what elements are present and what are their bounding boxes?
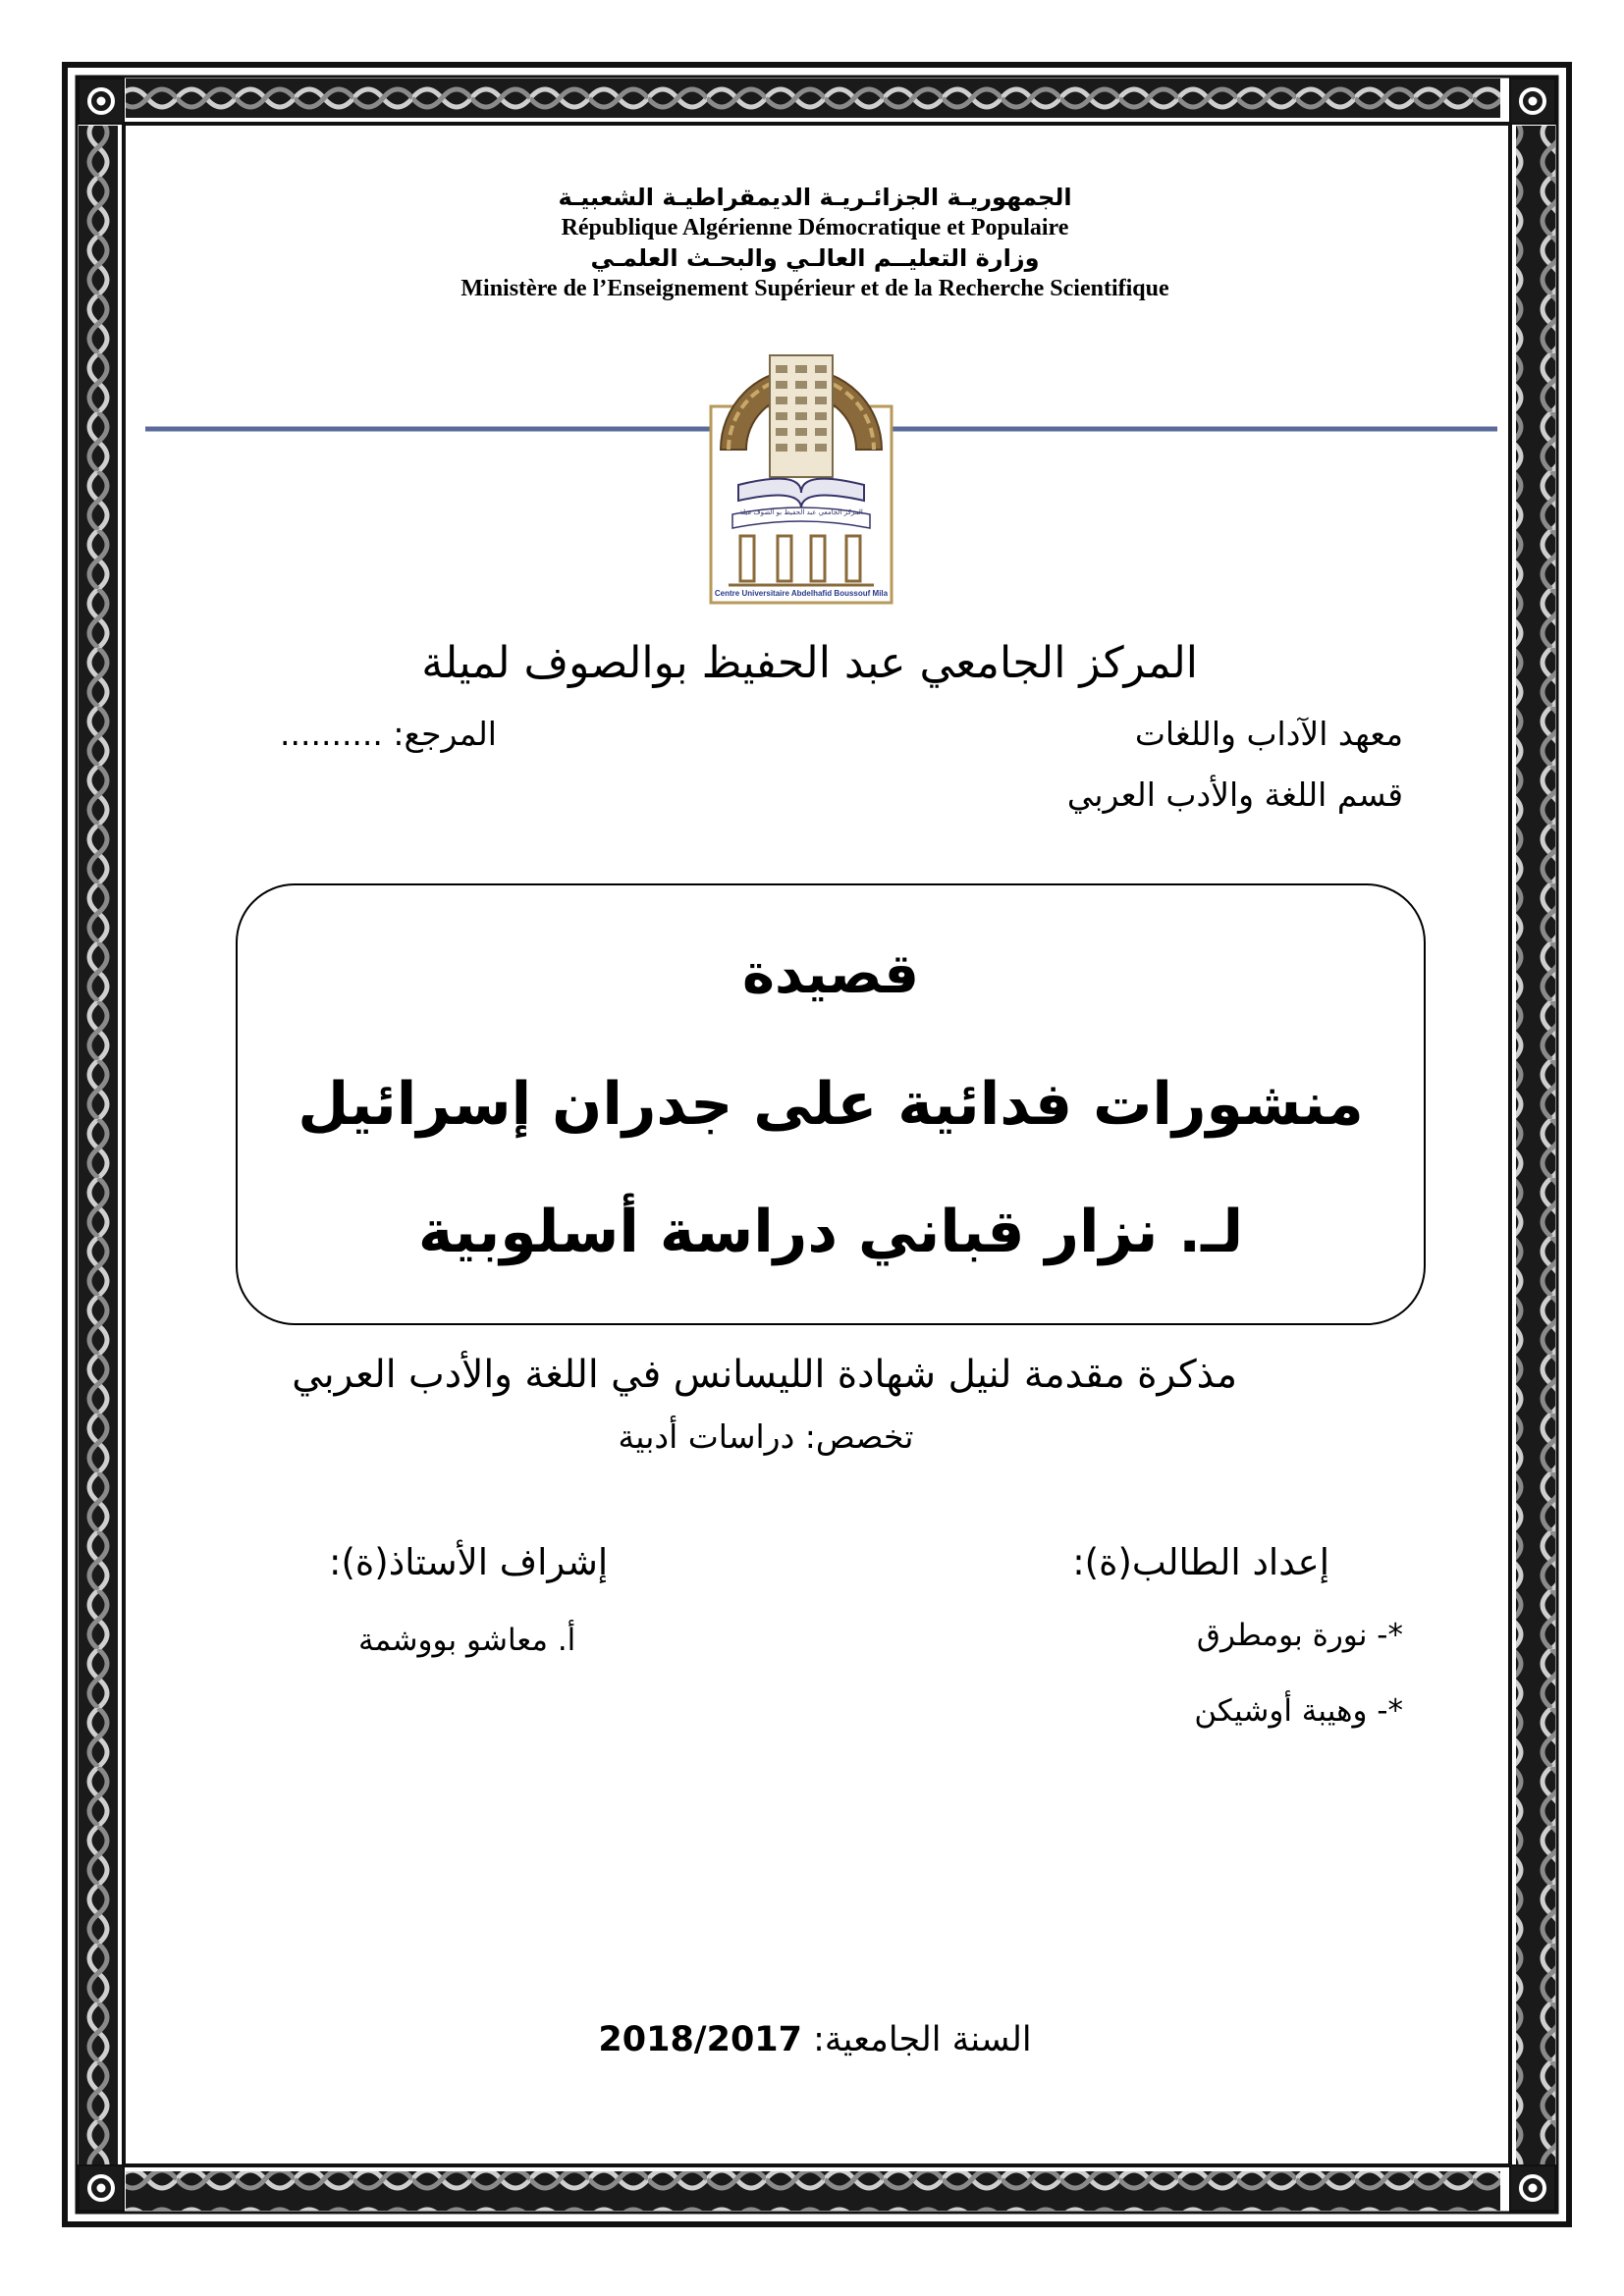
- institute-name: معهد الآداب واللغات: [1134, 715, 1403, 753]
- republic-arabic: الجمهوريـة الجزائـريـة الديمقراطيـة الشعبيـة: [558, 184, 1072, 211]
- logo-arabic-band: المركز الجامعي عبد الحفيظ بو الصوف ميلة: [739, 508, 863, 516]
- department-name: قسم اللغة والأدب العربي: [1066, 775, 1403, 814]
- title-line-2: منشورات فدائية على جدران إسرائيل: [298, 1070, 1364, 1139]
- logo-caption: Centre Universitaire Abdelhafid Boussouf Mila: [714, 589, 889, 598]
- student-name: *- نورة بومطرق: [1196, 1618, 1403, 1653]
- specialty: تخصص: دراسات أدبية: [618, 1417, 914, 1456]
- title-line-1: قصيدة: [741, 942, 920, 1006]
- university-center-name: المركز الجامعي عبد الحفيظ بوالصوف لميلة: [421, 638, 1198, 688]
- student-name: *- وهيبة أوشيكن: [1194, 1693, 1403, 1729]
- memo-description: مذكرة مقدمة لنيل شهادة الليسانس في اللغة والأدب العربي: [292, 1353, 1237, 1397]
- ministry-arabic: وزارة التعليــم العالـي والبحـث العلمـي: [590, 244, 1040, 272]
- prepared-by-label: إعداد الطالب(ة):: [1072, 1541, 1329, 1583]
- supervisor-label: إشراف الأستاذ(ة):: [329, 1541, 609, 1583]
- document-header: [245, 183, 1384, 304]
- academic-year-value: 2018/2017: [598, 2020, 802, 2059]
- republic-french: République Algérienne Démocratique et Populaire: [561, 215, 1069, 240]
- university-logo: [709, 312, 893, 607]
- title-line-3: لـ. نزار قباني دراسة أسلوبية: [417, 1198, 1244, 1266]
- thesis-title-box: [236, 883, 1426, 1325]
- academic-year-label: السنة الجامعية:: [802, 2020, 1032, 2059]
- reference-number: المرجع: ..........: [280, 715, 497, 753]
- supervisor-name: أ. معاشو بووشمة: [358, 1623, 576, 1658]
- academic-year: [471, 2020, 1159, 2059]
- ministry-french: Ministère de l’Enseignement Supérieur et de la Recherche Scientifique: [460, 276, 1169, 301]
